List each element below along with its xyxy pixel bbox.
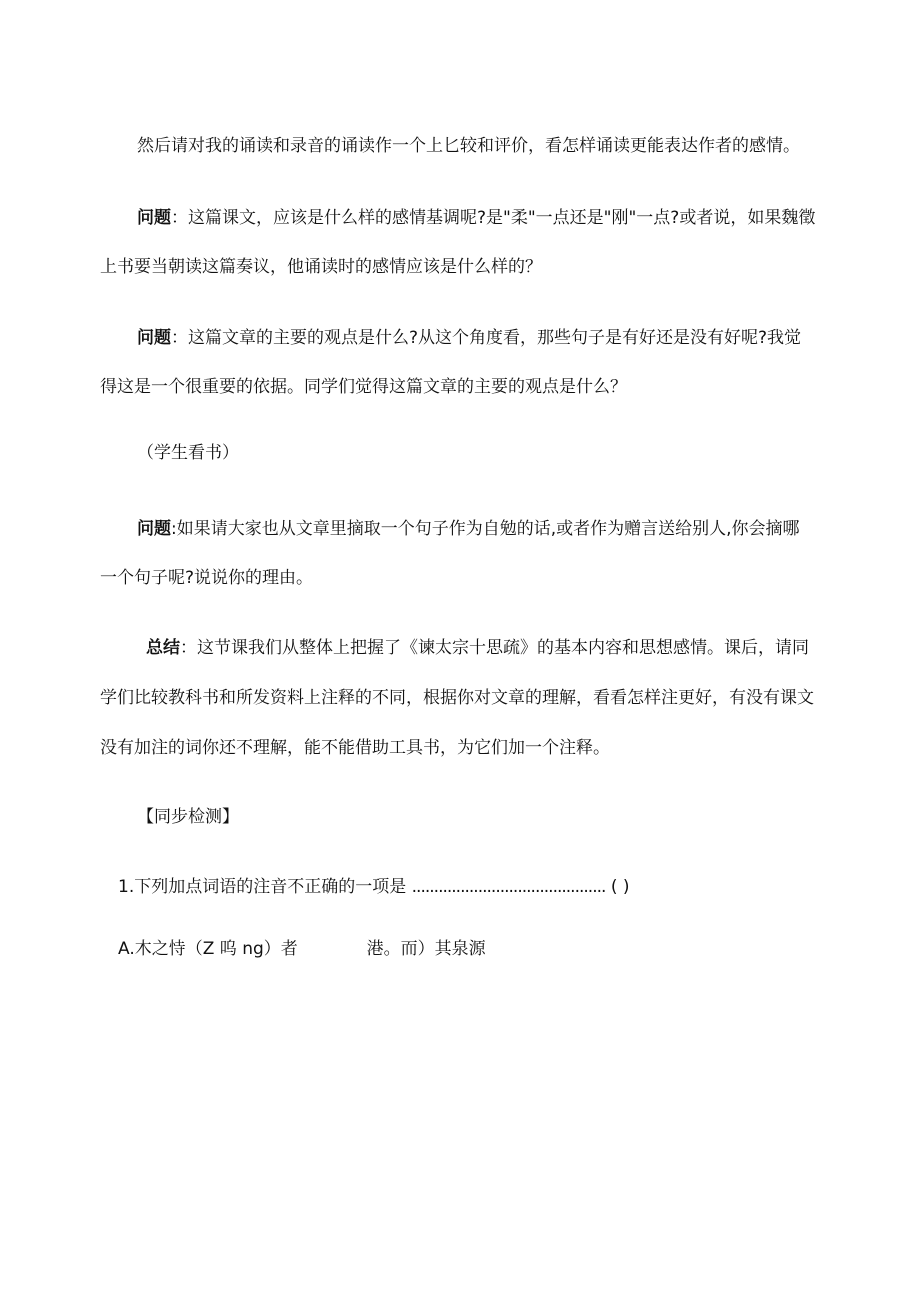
question-text: ：这篇文章的主要的观点是什么?从这个角度看，那些句子是有好还是没有好呢?我觉 (171, 328, 802, 348)
exercise-1-option-a (118, 937, 486, 961)
dot-leader: ............................................ (411, 877, 606, 897)
question-3-line-2 (100, 566, 313, 590)
question-label: 问题 (137, 519, 171, 539)
answer-bracket: ( ) (610, 877, 630, 897)
question-text: ：这篇课文，应该是什么样的感情基调呢?是"柔"一点还是"刚"一点?或者说，如果魏徵 (171, 208, 816, 228)
question-label: 问题 (137, 208, 171, 228)
question-3-line-1 (137, 517, 800, 541)
question-text: 得这是一个很重要的依据。同学们觉得这篇文章的主要的观点是什么？ (100, 377, 627, 397)
option-a-part-2: 港。而）其泉源 (366, 939, 486, 959)
question-text: 上书要当朝读这篇奏议，他诵读时的感情应该是什么样的？ (100, 257, 542, 277)
question-1-line-2 (100, 255, 542, 279)
section-heading (137, 805, 239, 829)
summary-text: 没有加注的词你还不理解，能不能借助工具书，为它们加一个注释。 (100, 738, 610, 758)
question-label: 问题 (137, 328, 171, 348)
summary-text: ：这节课我们从整体上把握了《谏太宗十思疏》的基本内容和思想感情。课后，请同 (180, 638, 809, 658)
question-1-line-1 (137, 206, 815, 230)
question-2-line-2 (100, 375, 627, 399)
summary-label: 总结 (146, 638, 180, 658)
summary-line-1 (146, 636, 809, 660)
question-text: :如果请大家也从文章里摘取一个句子作为自勉的话,或者作为赠言送给别人,你会摘哪 (171, 519, 800, 539)
summary-line-2 (100, 686, 814, 710)
paragraph-recitation-compare (137, 134, 800, 158)
summary-line-3 (100, 736, 610, 760)
paragraph-text: 然后请对我的诵读和录音的诵读作一个上匕较和评价，看怎样诵读更能表达作者的感情。 (137, 136, 800, 156)
exercise-stem-text: 1.下列加点词语的注音不正确的一项是 (118, 877, 407, 897)
section-heading-text: 【同步检测】 (137, 807, 239, 827)
exercise-1-stem (118, 875, 630, 899)
note-student-reading (137, 441, 239, 465)
option-a-part-1: A.木之恃（Z 呜 ng）者 (118, 939, 298, 959)
summary-text: 学们比较教科书和所发资料上注释的不同，根据你对文章的理解，看看怎样注更好，有没有课文 (100, 688, 814, 708)
question-text: 一个句子呢?说说你的理由。 (100, 568, 314, 588)
question-2-line-1 (137, 326, 801, 350)
note-text: （学生看书） (137, 443, 239, 463)
